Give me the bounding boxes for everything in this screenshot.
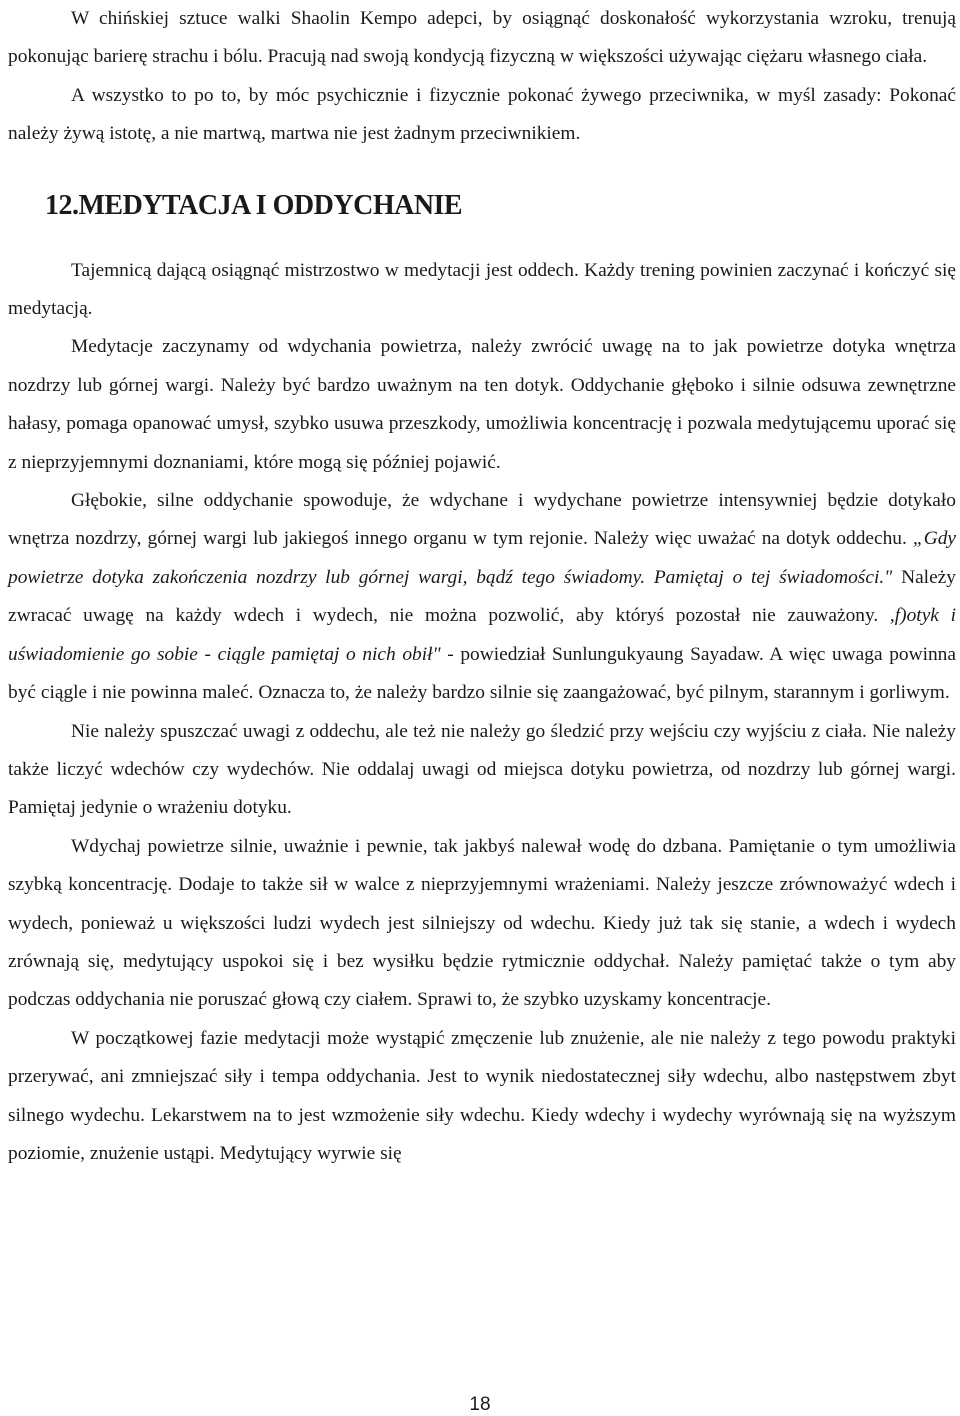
body-paragraph-1: Tajemnicą dającą osiągnąć mistrzostwo w medytacji jest oddech. Każdy trening powinien zaczynać i kończyć się medytacją. <box>8 259 956 320</box>
intro-paragraph-2: A wszystko to po to, by móc psychicznie i fizycznie pokonać żywego przeciwnika, w myśl zasady: Pokonać należy żywą istotę, a nie martwą, martwa nie jest żadnym przeciwnikiem. <box>8 84 956 145</box>
intro-paragraph-1: W chińskiej sztuce walki Shaolin Kempo adepci, by osiągnąć doskonałość wykorzystania wzroku, trenują pokonując barierę strachu i bólu. Pracują nad swoją kondycją fizyczną w większości używając ciężaru własnego ciała. <box>8 8 956 68</box>
page-number: 18 <box>469 1394 491 1415</box>
body-paragraph-3-text-b: Należy zwracać uwagę na każdy wdech i wydech, nie można pozwolić, aby któryś pozostał nie zauważony. <box>8 566 956 627</box>
quote-1: „Gdy powietrze dotyka zakończenia nozdrzy lub górnej wargi, bądź tego świadomy. Pamiętaj o tej świadomości." <box>8 528 956 588</box>
quote-2: ,f)otyk i uświadomienie go sobie - ciągle pamiętaj o nich obił" <box>8 605 956 665</box>
body-paragraph-2: Medytacje zaczynamy od wdychania powietrza, należy zwrócić uwagę na to jak powietrze dotyka wnętrza nozdrzy lub górnej wargi. Należy być bardzo uważnym na ten dotyk. Oddychanie głęboko i silnie odsuwa zewnętrzne hałasy, pomaga opanować umysł, szybko usuwa przeszkody, umożliwia koncentrację i pozwala medytującemu uporać się z nieprzyjemnymi doznaniami, które mogą się później pojawić. <box>8 336 956 473</box>
body-paragraph-5: Wdychaj powietrze silnie, uważnie i pewnie, tak jakbyś nalewał wodę do dzbana. Pamiętanie o tym umożliwia szybką koncentrację. Dodaje to także sił w walce z nieprzyjemnymi wrażeniami. Należy jeszcze zrównoważyć wdech i wydech, ponieważ u większości ludzi wydech jest silniejszy od wdechu. Kiedy już tak się stanie, a wdech i wydech zrównają się, medytujący uspokoi się i bez wysiłku będzie rytmicznie oddychał. Należy pamiętać także o tym aby podczas oddychania nie poruszać głową czy ciałem. Sprawi to, że szybko uzyskamy koncentracje. <box>8 835 956 1011</box>
section-heading: 12.MEDYTACJA I ODDYCHANIE <box>45 189 463 221</box>
body-paragraph-3-text-a: Głębokie, silne oddychanie spowoduje, że wdychane i wydychane powietrze intensywniej będzie dotykało wnętrza nozdrzy, górnej wargi lub jakiegoś innego organu w tym rejonie. Należy więc uważać na dotyk oddechu. <box>8 490 956 550</box>
body-paragraph-6: W początkowej fazie medytacji może wystąpić zmęczenie lub znużenie, ale nie należy z tego powodu praktyki przerywać, ani zmniejszać siły i tempa oddychania. Jest to wynik niedostatecznej siły wdechu, albo następstwem zbyt silnego wydechu. Lekarstwem na to jest wzmożenie siły wdechu. Kiedy wdechy i wydechy wyrównają się na wyższym poziomie, znużenie ustąpi. Medytujący wyrwie się <box>8 1027 956 1164</box>
body-paragraph-4: Nie należy spuszczać uwagi z oddechu, ale też nie należy go śledzić przy wejściu czy wyjściu z ciała. Nie należy także liczyć wdechów czy wydechów. Nie oddalaj uwagi od miejsca dotyku powietrza, od nozdrzy lub górnej wargi. Pamiętaj jedynie o wrażeniu dotyku. <box>8 720 956 819</box>
body-paragraph-3-text-c: - powiedział Sunlungukyaung Sayadaw. A więc uwaga powinna być ciągle i nie powinna maleć. Oznacza to, że należy bardzo silnie się zaangażować, być pilnym, starannym i gorliwym. <box>8 643 956 704</box>
document-page <box>8 0 956 1173</box>
body-paragraph-3 <box>8 482 956 712</box>
